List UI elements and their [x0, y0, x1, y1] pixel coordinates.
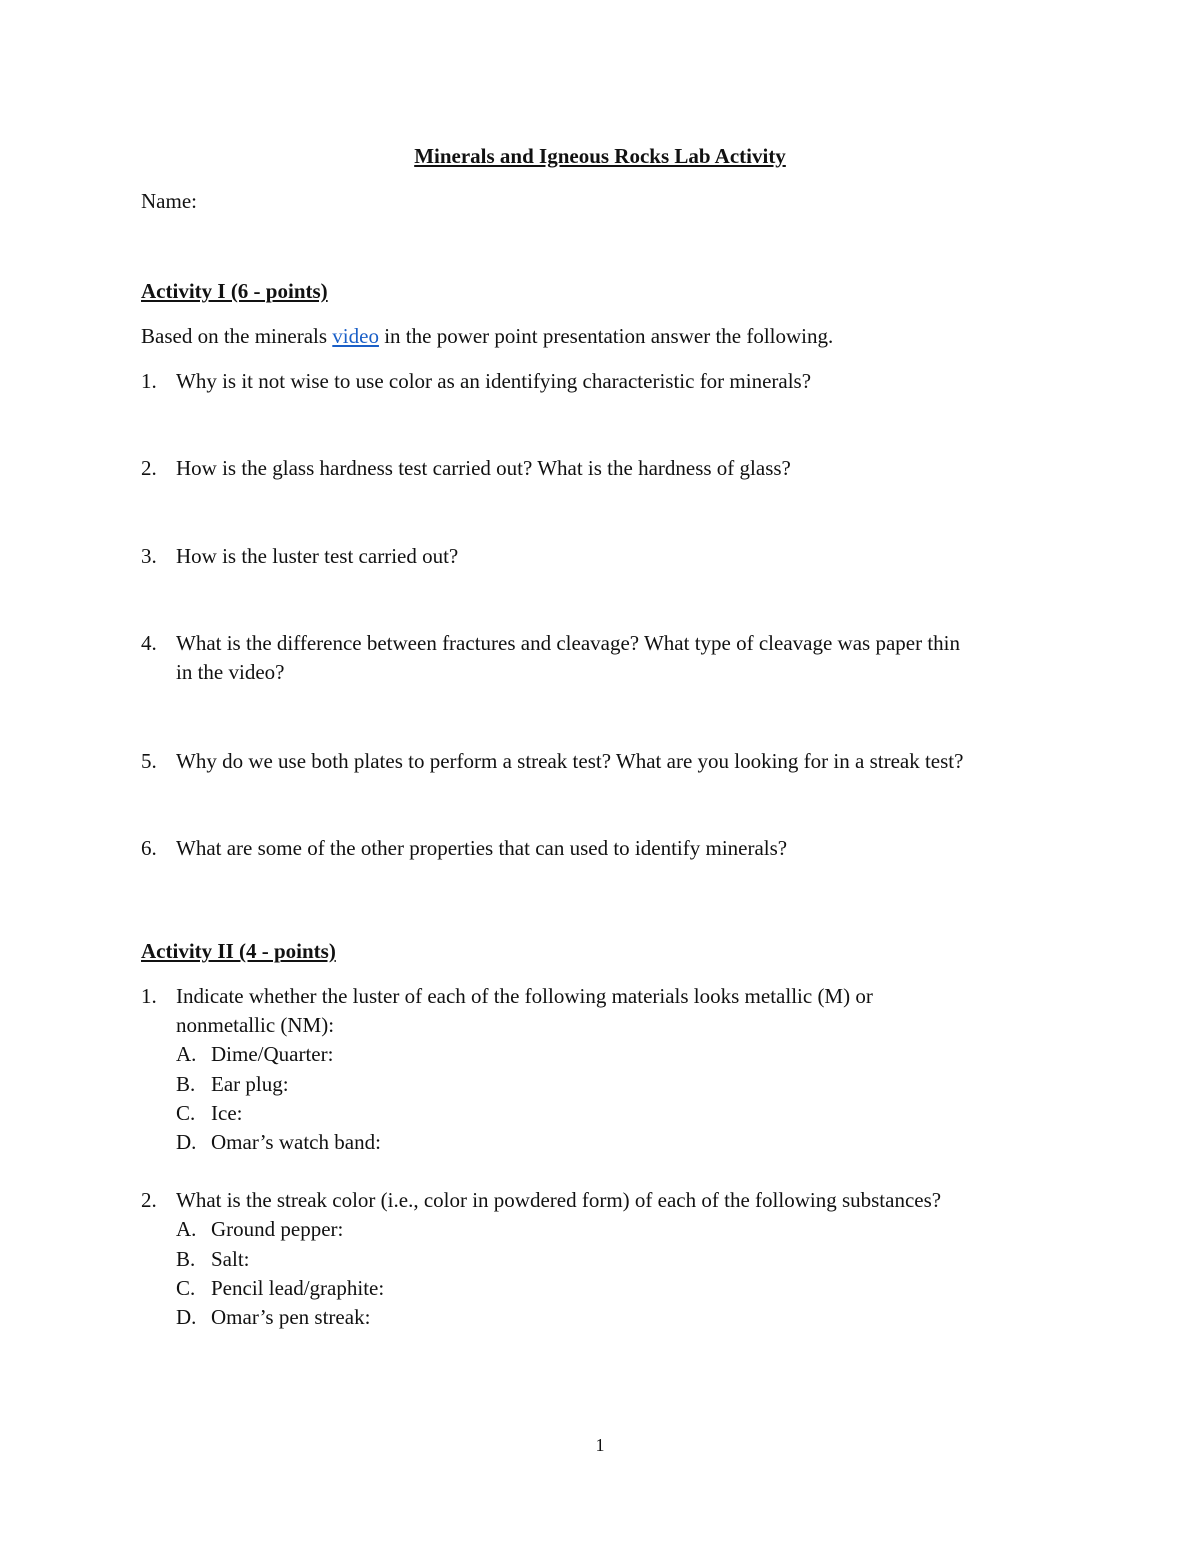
- question-text-continued: nonmetallic (NM):: [176, 1013, 335, 1037]
- question-text: Why is it not wise to use color as an identifying characteristic for minerals?: [176, 369, 812, 393]
- question-text-continued: in the video?: [176, 660, 285, 684]
- question-text: What are some of the other properties that can used to identify minerals?: [176, 836, 788, 860]
- item-text: Ice:: [211, 1101, 243, 1125]
- item-letter: B.: [176, 1247, 196, 1271]
- question-number: 4.: [141, 631, 157, 655]
- intro-text-before: Based on the minerals: [141, 324, 333, 348]
- item-text: Ear plug:: [211, 1072, 289, 1096]
- item-letter: A.: [176, 1042, 197, 1066]
- item-letter: D.: [176, 1305, 197, 1329]
- item-text: Salt:: [211, 1247, 250, 1271]
- item-letter: B.: [176, 1072, 196, 1096]
- intro-text-after: in the power point presentation answer the following.: [378, 324, 834, 348]
- document-title: Minerals and Igneous Rocks Lab Activity: [414, 144, 786, 168]
- item-text: Pencil lead/graphite:: [211, 1276, 385, 1300]
- item-text: Ground pepper:: [211, 1217, 344, 1241]
- question-number: 6.: [141, 836, 157, 860]
- question-text: What is the streak color (i.e., color in powdered form) of each of the following substances?: [176, 1188, 942, 1212]
- question-number: 2.: [141, 456, 157, 480]
- video-link[interactable]: video: [332, 324, 379, 348]
- question-number: 5.: [141, 749, 157, 773]
- question-number: 1.: [141, 984, 157, 1008]
- activity-1-intro: [141, 326, 833, 347]
- question-number: 2.: [141, 1188, 157, 1212]
- question-number: 3.: [141, 544, 157, 568]
- activity-2-heading: Activity II (4 - points): [141, 939, 336, 963]
- item-text: Dime/Quarter:: [211, 1042, 334, 1066]
- name-label: Name:: [141, 189, 197, 213]
- question-number: 1.: [141, 369, 157, 393]
- question-text: How is the luster test carried out?: [176, 544, 459, 568]
- item-letter: D.: [176, 1130, 197, 1154]
- item-letter: C.: [176, 1276, 196, 1300]
- question-text: Why do we use both plates to perform a streak test? What are you looking for in a streak test?: [176, 749, 964, 773]
- item-letter: C.: [176, 1101, 196, 1125]
- activity-1-heading: Activity I (6 - points): [141, 279, 328, 303]
- question-text: How is the glass hardness test carried out? What is the hardness of glass?: [176, 456, 791, 480]
- item-letter: A.: [176, 1217, 197, 1241]
- question-text: Indicate whether the luster of each of the following materials looks metallic (M) or: [176, 984, 873, 1008]
- page-number: 1: [595, 1435, 605, 1455]
- item-text: Omar’s watch band:: [211, 1130, 381, 1154]
- item-text: Omar’s pen streak:: [211, 1305, 371, 1329]
- question-text: What is the difference between fractures and cleavage? What type of cleavage was paper thin: [176, 631, 960, 655]
